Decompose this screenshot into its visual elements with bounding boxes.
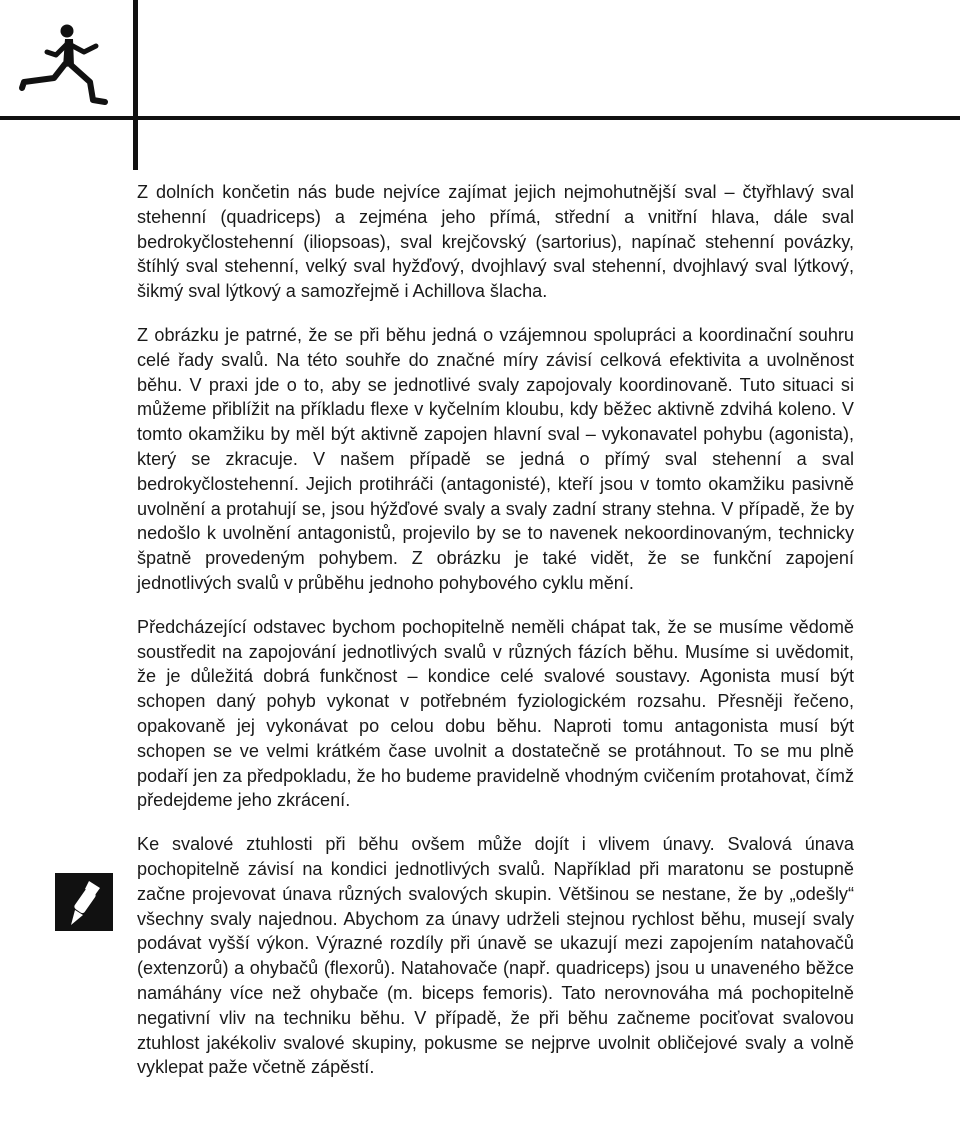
paragraph: Z obrázku je patrné, že se při běhu jedná o vzájemnou spolupráci a koordinační souhru celé řady svalů. Na této souhře do značné míry závisí celková efektivita a uvolněnost běhu. V praxi jde o to, aby se jednotlivé svaly zapojovaly koordinovaně. Tuto situaci si můžeme přiblížit na příkladu flexe v kyčelním kloubu, kdy běžec aktivně zdvihá koleno. V tomto okamžiku by měl být aktivně zapojen hlavní sval – vykonavatel pohybu (agonista), který se zkracuje. V našem případě se jedná o přímý sval stehenní a sval bedrokyčlostehenní. Jejich protihráči (antagonisté), kteří jsou v tomto okamžiku pasivně uvolnění a protahují se, jsou hýžďové svaly a svaly zadní strany stehna. V případě, že by nedošlo k uvolnění antagonistů, projevilo by se to navenek nekoordinovaným, technicky špatně provedeným pohybem. Z obrázku je také vidět, že se funkční zapojení jednotlivých svalů v průběhu jednoho pohybového cyklu mění. xyxy=(137,324,854,593)
pen-note-icon-box xyxy=(55,873,113,931)
paragraph: Předcházející odstavec bychom pochopitelně neměli chápat tak, že se musíme vědomě soustředit na zapojování jednotlivých svalů v různých fázích běhu. Musíme si uvědomit, že je důležitá dobrá funkčnost – kondice celé svalové soustavy. Agonista musí být schopen daný pohyb vykonat v potřebném fyziologickém rozsahu. Přesněji řečeno, opakovaně jej vykonávat po celou dobu běhu. Naproti tomu antagonista musí být schopen se ve velmi krátkém čase uvolnit a dostatečně se protáhnout. To se mu plně podaří jen za předpokladu, že ho budeme pravidelně vhodným cvičením protahovat, čímž předejdeme jeho zkrácení. xyxy=(137,616,854,811)
header-horizontal-rule xyxy=(0,116,960,120)
paragraph: Z dolních končetin nás bude nejvíce zajímat jejich nejmohutnější sval – čtyřhlavý sval stehenní (quadriceps) a zejména jeho přímá, střední a vnitřní hlava, dále sval bedrokyčlostehenní (iliopsoas), sval krejčovský (sartorius), napínač stehenní povázky, štíhlý sval stehenní, velký sval hyžďový, dvojhlavý sval stehenní, dvojhlavý sval lýtkový, šikmý sval lýtkový a samozřejmě i Achillova šlacha. xyxy=(137,182,854,302)
body-text xyxy=(137,180,854,1080)
paragraph: Ke svalové ztuhlosti při běhu ovšem může dojít i vlivem únavy. Svalová únava pochopitelně závisí na kondici jednotlivých svalů. Například při maratonu se postupně začne projevovat únava různých svalových skupin. Většinou se nestane, že by „odešly“ všechny svaly najednou. Abychom za únavy udrželi stejnou rychlost běhu, musejí svaly podávat vyšší výkon. Výrazné rozdíly při únavě se ukazují mezi zapojením natahovačů (extenzorů) a ohybačů (flexorů). Natahovače (např. quadriceps) jsou u unaveného běžce namáhány více než ohybače (m. biceps femoris). Tato nerovnováha má pochopitelně negativní vliv na techniku běhu. V případě, že při běhu začneme pociťovat svalovou ztuhlost jakékoliv svalové skupiny, pokusme se nejprve uvolnit obličejové svaly a volně vyklepat paže včetně zápěstí. xyxy=(137,834,854,1078)
pen-icon xyxy=(55,873,113,931)
header-vertical-rule xyxy=(133,0,138,170)
running-man-icon xyxy=(18,22,110,108)
